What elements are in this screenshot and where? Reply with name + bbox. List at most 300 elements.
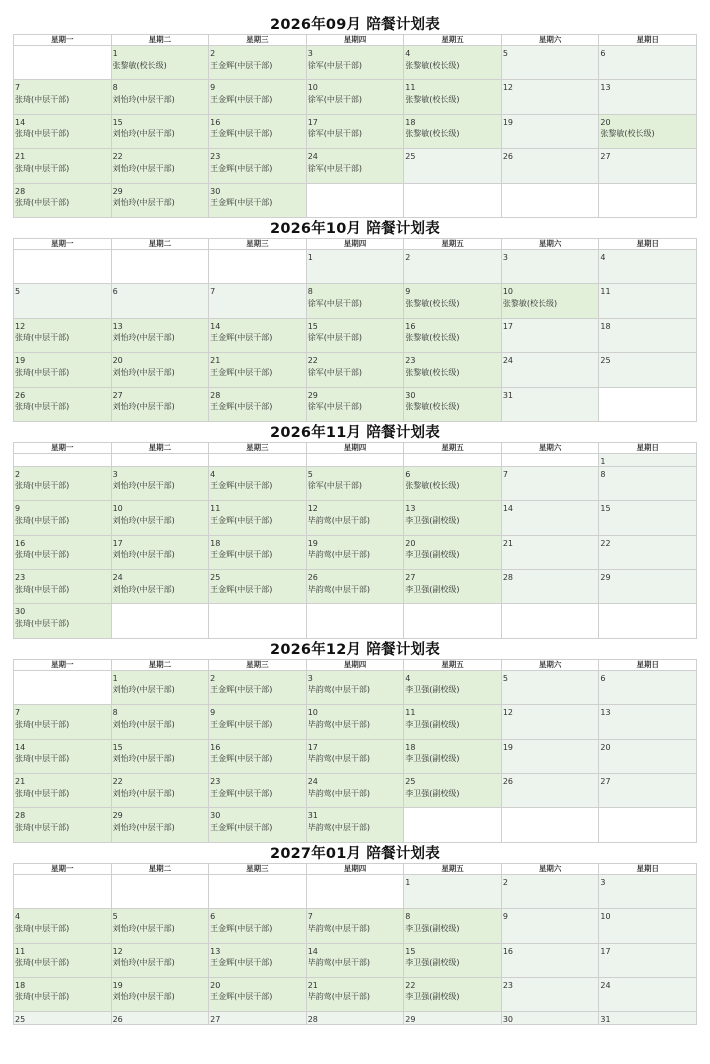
day-cell — [209, 808, 307, 842]
day-cell — [112, 570, 210, 604]
day-cell — [502, 740, 600, 774]
day-cell — [502, 501, 600, 535]
weekday-header: 星期二 — [112, 660, 210, 671]
day-number: 17 — [600, 946, 611, 956]
host-name: 李卫强(副校级) — [405, 992, 460, 1002]
host-name: 毕韵莺(中层干部) — [307, 754, 370, 764]
day-number: 9 — [405, 287, 411, 297]
weekday-header: 星期一 — [14, 864, 112, 875]
host-name: 刘怡玲(中层干部) — [112, 550, 175, 560]
empty-cell — [599, 184, 697, 218]
weekday-header: 星期四 — [307, 239, 405, 250]
empty-cell — [209, 604, 307, 638]
day-cell — [599, 570, 697, 604]
host-name: 张琦(中层干部) — [15, 958, 70, 968]
day-number: 13 — [405, 504, 416, 514]
host-name: 王金辉(中层干部) — [210, 992, 273, 1002]
weekday-header: 星期四 — [307, 443, 405, 454]
day-number: 6 — [210, 912, 216, 922]
day-cell — [307, 115, 405, 149]
weekday-header: 星期六 — [502, 35, 600, 46]
day-number: 4 — [600, 252, 606, 262]
host-name: 李卫强(副校级) — [405, 515, 460, 525]
day-cell — [14, 467, 112, 501]
day-number: 22 — [112, 777, 123, 787]
day-number: 11 — [405, 83, 416, 93]
day-number: 28 — [502, 573, 514, 583]
empty-cell — [14, 671, 112, 705]
day-number: 7 — [307, 912, 313, 922]
host-name: 李卫强(副校级) — [405, 754, 460, 764]
host-name: 李卫强(副校级) — [405, 958, 460, 968]
day-cell — [404, 1012, 502, 1025]
day-number: 14 — [307, 946, 318, 956]
day-cell — [112, 353, 210, 387]
day-number: 16 — [405, 321, 416, 331]
day-number: 17 — [112, 538, 123, 548]
empty-cell — [209, 250, 307, 284]
host-name: 张琦(中层干部) — [15, 788, 70, 798]
day-cell — [599, 250, 697, 284]
weekday-header: 星期日 — [599, 660, 697, 671]
host-name: 张琦(中层干部) — [15, 822, 70, 832]
day-number: 3 — [112, 469, 118, 479]
day-number: 10 — [307, 708, 318, 718]
host-name: 徐军(中层干部) — [307, 298, 362, 308]
host-name: 张黎敏(校长级) — [405, 60, 460, 70]
host-name: 张琦(中层干部) — [15, 719, 70, 729]
host-name: 王金辉(中层干部) — [210, 129, 273, 139]
empty-cell — [307, 604, 405, 638]
empty-cell — [404, 808, 502, 842]
host-name: 张黎敏(校长级) — [405, 94, 460, 104]
day-number: 4 — [405, 673, 411, 683]
host-name: 王金辉(中层干部) — [210, 333, 273, 343]
day-number: 25 — [405, 152, 416, 162]
day-number: 14 — [502, 504, 514, 514]
day-number: 8 — [307, 287, 313, 297]
empty-cell — [502, 604, 600, 638]
day-number: 22 — [307, 356, 318, 366]
host-name: 毕韵莺(中层干部) — [307, 923, 370, 933]
day-cell — [112, 115, 210, 149]
day-number: 18 — [210, 538, 221, 548]
host-name: 张琦(中层干部) — [15, 923, 70, 933]
day-number: 23 — [15, 573, 26, 583]
day-number: 29 — [112, 811, 123, 821]
day-cell — [209, 536, 307, 570]
host-name: 刘怡玲(中层干部) — [112, 822, 175, 832]
weekday-header: 星期三 — [209, 239, 307, 250]
day-number: 14 — [210, 321, 221, 331]
day-cell — [599, 944, 697, 978]
host-name: 张琦(中层干部) — [15, 550, 70, 560]
day-number: 24 — [307, 777, 318, 787]
month-calendar — [13, 14, 697, 218]
host-name: 王金辉(中层干部) — [210, 367, 273, 377]
empty-cell — [404, 184, 502, 218]
day-cell — [209, 284, 307, 318]
day-cell — [404, 944, 502, 978]
day-cell — [404, 388, 502, 422]
host-name: 张黎敏(校长级) — [405, 367, 460, 377]
day-cell — [209, 149, 307, 183]
day-number: 1 — [112, 673, 118, 683]
day-cell — [599, 319, 697, 353]
host-name: 刘怡玲(中层干部) — [112, 788, 175, 798]
day-cell — [599, 467, 697, 501]
day-cell — [209, 501, 307, 535]
host-name: 刘怡玲(中层干部) — [112, 402, 175, 412]
day-number: 4 — [405, 49, 411, 58]
day-number: 28 — [210, 390, 221, 400]
month-title: 2026年12月 陪餐计划表 — [270, 641, 440, 658]
empty-cell — [404, 604, 502, 638]
host-name: 徐军(中层干部) — [307, 129, 362, 139]
day-number: 8 — [112, 83, 118, 93]
calendar-grid — [13, 238, 697, 422]
day-cell — [14, 570, 112, 604]
day-number: 29 — [307, 390, 318, 400]
day-cell — [14, 978, 112, 1012]
day-cell — [307, 944, 405, 978]
day-number: 2 — [210, 49, 216, 58]
day-cell — [404, 501, 502, 535]
day-number: 26 — [307, 573, 318, 583]
day-number: 18 — [600, 321, 611, 331]
day-cell — [307, 319, 405, 353]
day-cell — [112, 80, 210, 114]
host-name: 张琦(中层干部) — [15, 129, 70, 139]
month-title: 2026年09月 陪餐计划表 — [270, 17, 440, 33]
day-cell — [404, 774, 502, 808]
day-cell — [502, 353, 600, 387]
day-number: 22 — [600, 538, 611, 548]
day-cell — [307, 705, 405, 739]
day-cell — [502, 671, 600, 705]
weekday-header: 星期一 — [14, 443, 112, 454]
day-number: 13 — [600, 708, 611, 718]
day-number: 21 — [15, 777, 26, 787]
day-number: 3 — [307, 673, 313, 683]
day-number: 7 — [502, 469, 508, 479]
day-number: 12 — [502, 83, 514, 93]
host-name: 刘怡玲(中层干部) — [112, 94, 175, 104]
day-number: 1 — [307, 252, 313, 262]
empty-cell — [307, 184, 405, 218]
day-cell — [307, 536, 405, 570]
day-cell — [599, 978, 697, 1012]
day-number: 7 — [15, 708, 21, 718]
host-name: 王金辉(中层干部) — [210, 94, 273, 104]
day-number: 12 — [502, 708, 514, 718]
day-number: 23 — [502, 980, 514, 990]
day-cell — [112, 1012, 210, 1025]
day-number: 19 — [502, 742, 514, 752]
weekday-header: 星期五 — [404, 660, 502, 671]
day-cell — [14, 944, 112, 978]
day-number: 8 — [112, 708, 118, 718]
day-number: 28 — [307, 1015, 318, 1025]
day-cell — [599, 909, 697, 943]
host-name: 王金辉(中层干部) — [210, 163, 273, 173]
host-name: 徐军(中层干部) — [307, 163, 362, 173]
host-name: 张琦(中层干部) — [15, 515, 70, 525]
empty-cell — [14, 46, 112, 80]
weekday-header: 星期六 — [502, 443, 600, 454]
day-cell — [307, 909, 405, 943]
host-name: 毕韵莺(中层干部) — [307, 719, 370, 729]
day-number: 13 — [210, 946, 221, 956]
host-name: 刘怡玲(中层干部) — [112, 333, 175, 343]
host-name: 徐军(中层干部) — [307, 333, 362, 343]
day-number: 1 — [405, 877, 411, 887]
empty-cell — [307, 875, 405, 909]
weekday-header: 星期三 — [209, 864, 307, 875]
day-number: 20 — [405, 538, 416, 548]
day-number: 5 — [112, 912, 118, 922]
day-cell — [404, 875, 502, 909]
weekday-header: 星期三 — [209, 660, 307, 671]
day-number: 2 — [210, 673, 216, 683]
weekday-header: 星期日 — [599, 239, 697, 250]
day-number: 2 — [15, 469, 21, 479]
day-cell — [209, 388, 307, 422]
day-number: 26 — [502, 152, 514, 162]
day-cell — [209, 46, 307, 80]
host-name: 徐军(中层干部) — [307, 481, 362, 491]
day-cell — [112, 774, 210, 808]
day-cell — [307, 80, 405, 114]
day-cell — [209, 705, 307, 739]
day-cell — [307, 46, 405, 80]
day-cell — [209, 570, 307, 604]
day-cell — [112, 284, 210, 318]
day-cell — [502, 1012, 600, 1025]
empty-cell — [14, 250, 112, 284]
day-number: 15 — [307, 321, 318, 331]
day-cell — [404, 740, 502, 774]
weekday-header: 星期五 — [404, 239, 502, 250]
host-name: 刘怡玲(中层干部) — [112, 754, 175, 764]
day-cell — [209, 774, 307, 808]
meal-plan-sheet — [13, 14, 697, 1025]
host-name: 徐军(中层干部) — [307, 94, 362, 104]
day-cell — [14, 808, 112, 842]
weekday-header: 星期四 — [307, 864, 405, 875]
day-number: 14 — [15, 117, 26, 127]
day-cell — [209, 353, 307, 387]
host-name: 李卫强(副校级) — [405, 685, 460, 695]
day-cell — [112, 501, 210, 535]
day-cell — [502, 978, 600, 1012]
day-cell — [502, 319, 600, 353]
host-name: 毕韵莺(中层干部) — [307, 788, 370, 798]
day-cell — [112, 536, 210, 570]
month-calendar — [13, 422, 697, 639]
host-name: 刘怡玲(中层干部) — [112, 685, 175, 695]
day-cell — [112, 740, 210, 774]
host-name: 刘怡玲(中层干部) — [112, 198, 175, 208]
host-name: 王金辉(中层干部) — [210, 550, 273, 560]
day-cell — [502, 388, 600, 422]
host-name: 张琦(中层干部) — [15, 402, 70, 412]
host-name: 张黎敏(校长级) — [405, 481, 460, 491]
host-name: 王金辉(中层干部) — [210, 754, 273, 764]
host-name: 刘怡玲(中层干部) — [112, 129, 175, 139]
host-name: 毕韵莺(中层干部) — [307, 992, 370, 1002]
day-cell — [307, 671, 405, 705]
month-title: 2027年01月 陪餐计划表 — [270, 845, 440, 862]
day-cell — [599, 46, 697, 80]
host-name: 刘怡玲(中层干部) — [112, 481, 175, 491]
weekday-header: 星期五 — [404, 443, 502, 454]
host-name: 王金辉(中层干部) — [210, 60, 273, 70]
calendar-grid — [13, 34, 697, 218]
day-number: 15 — [112, 742, 123, 752]
empty-cell — [209, 875, 307, 909]
day-cell — [209, 467, 307, 501]
day-number: 2 — [502, 877, 508, 887]
day-cell — [307, 978, 405, 1012]
day-number: 22 — [405, 980, 416, 990]
day-number: 28 — [15, 811, 26, 821]
day-cell — [112, 467, 210, 501]
day-cell — [209, 319, 307, 353]
host-name: 刘怡玲(中层干部) — [112, 515, 175, 525]
day-cell — [307, 284, 405, 318]
host-name: 张琦(中层干部) — [15, 198, 70, 208]
day-cell — [502, 115, 600, 149]
day-cell — [404, 46, 502, 80]
day-number: 7 — [15, 83, 21, 93]
day-number: 10 — [502, 287, 514, 297]
day-number: 16 — [210, 117, 221, 127]
day-number: 11 — [15, 946, 26, 956]
host-name: 张琦(中层干部) — [15, 367, 70, 377]
host-name: 张琦(中层干部) — [15, 584, 70, 594]
day-number: 8 — [405, 912, 411, 922]
day-number: 26 — [112, 1015, 123, 1025]
day-cell — [112, 149, 210, 183]
day-number: 6 — [600, 49, 606, 58]
host-name: 张琦(中层干部) — [15, 754, 70, 764]
day-number: 18 — [15, 980, 26, 990]
empty-cell — [502, 184, 600, 218]
day-number: 23 — [210, 152, 221, 162]
day-cell — [14, 388, 112, 422]
day-number: 30 — [502, 1015, 514, 1025]
day-cell — [599, 80, 697, 114]
day-number: 14 — [15, 742, 26, 752]
day-cell — [404, 319, 502, 353]
day-cell — [404, 149, 502, 183]
day-cell — [112, 319, 210, 353]
day-number: 27 — [405, 573, 416, 583]
day-number: 9 — [15, 504, 21, 514]
host-name: 刘怡玲(中层干部) — [112, 923, 175, 933]
day-cell — [14, 604, 112, 638]
day-cell — [502, 944, 600, 978]
day-number: 16 — [15, 538, 26, 548]
empty-cell — [112, 454, 210, 467]
day-cell — [14, 284, 112, 318]
weekday-header: 星期二 — [112, 443, 210, 454]
day-cell — [307, 250, 405, 284]
day-cell — [502, 570, 600, 604]
weekday-header: 星期二 — [112, 864, 210, 875]
day-number: 17 — [307, 742, 318, 752]
day-cell — [404, 467, 502, 501]
host-name: 刘怡玲(中层干部) — [112, 367, 175, 377]
weekday-header: 星期六 — [502, 660, 600, 671]
day-cell — [599, 115, 697, 149]
day-cell — [307, 570, 405, 604]
day-cell — [307, 467, 405, 501]
host-name: 毕韵莺(中层干部) — [307, 685, 370, 695]
day-cell — [502, 80, 600, 114]
day-number: 24 — [112, 573, 123, 583]
host-name: 刘怡玲(中层干部) — [112, 719, 175, 729]
day-number: 19 — [307, 538, 318, 548]
day-cell — [209, 978, 307, 1012]
day-cell — [112, 46, 210, 80]
month-title: 2026年11月 陪餐计划表 — [270, 424, 440, 441]
day-number: 19 — [15, 356, 26, 366]
day-cell — [599, 353, 697, 387]
day-cell — [14, 909, 112, 943]
day-number: 27 — [112, 390, 123, 400]
day-cell — [502, 536, 600, 570]
day-cell — [307, 808, 405, 842]
host-name: 张琦(中层干部) — [15, 992, 70, 1002]
day-number: 29 — [112, 186, 123, 196]
host-name: 张黎敏(校长级) — [112, 60, 167, 70]
day-number: 17 — [502, 321, 514, 331]
month-calendar — [13, 843, 697, 1026]
day-number: 11 — [600, 287, 611, 297]
weekday-header: 星期一 — [14, 660, 112, 671]
empty-cell — [502, 808, 600, 842]
day-cell — [599, 875, 697, 909]
day-number: 21 — [210, 356, 221, 366]
day-cell — [502, 705, 600, 739]
day-number: 3 — [600, 877, 606, 887]
day-number: 18 — [405, 742, 416, 752]
day-number: 26 — [502, 777, 514, 787]
month-title: 2026年10月 陪餐计划表 — [270, 220, 440, 237]
day-cell — [112, 909, 210, 943]
weekday-header: 星期四 — [307, 35, 405, 46]
host-name: 王金辉(中层干部) — [210, 198, 273, 208]
day-number: 22 — [112, 152, 123, 162]
host-name: 王金辉(中层干部) — [210, 685, 273, 695]
host-name: 张黎敏(校长级) — [405, 333, 460, 343]
day-number: 5 — [15, 287, 21, 297]
day-number: 12 — [307, 504, 318, 514]
weekday-header: 星期二 — [112, 35, 210, 46]
host-name: 张黎敏(校长级) — [405, 402, 460, 412]
day-number: 4 — [210, 469, 216, 479]
day-number: 25 — [15, 1015, 26, 1025]
host-name: 毕韵莺(中层干部) — [307, 515, 370, 525]
empty-cell — [307, 454, 405, 467]
empty-cell — [404, 454, 502, 467]
weekday-header: 星期日 — [599, 443, 697, 454]
weekday-header: 星期一 — [14, 35, 112, 46]
day-number: 12 — [15, 321, 26, 331]
day-cell — [502, 909, 600, 943]
